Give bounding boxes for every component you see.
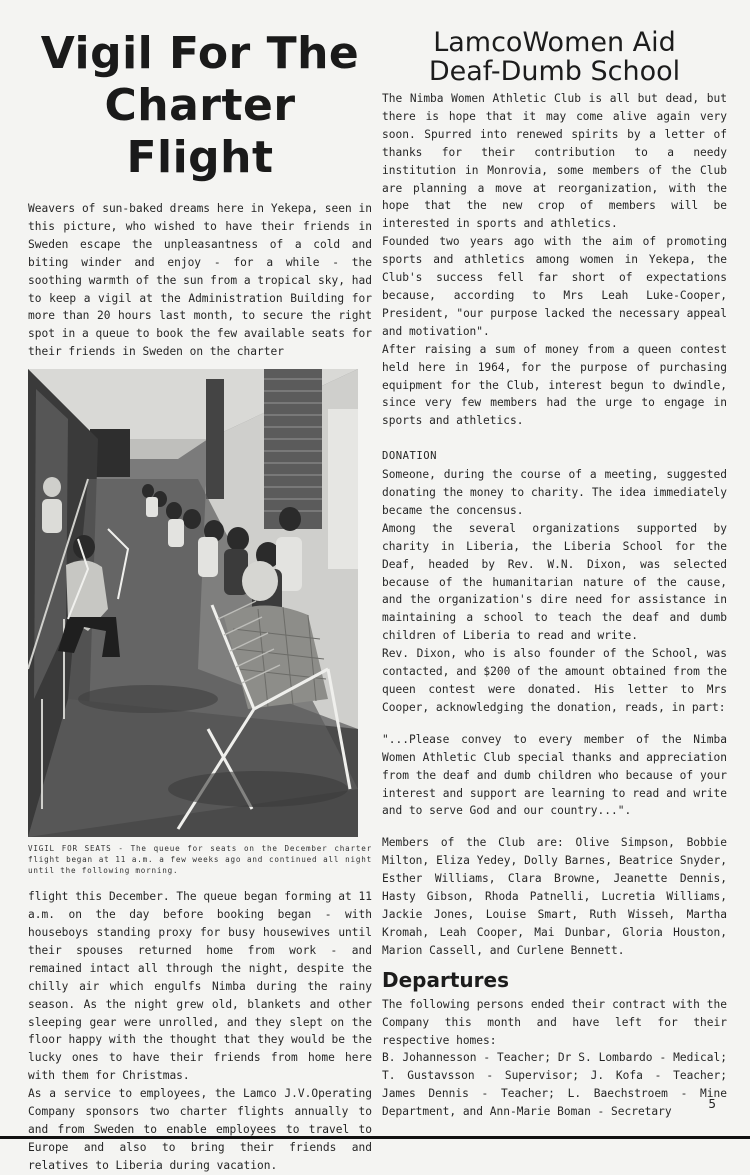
photo-caption: VIGIL FOR SEATS - The queue for seats on the December charter flight began at 11 a.m. a few weeks ago and continued all night until the following morning.: [28, 844, 372, 876]
departures-heading: Departures: [382, 967, 509, 992]
club-intro-paragraph: The Nimba Women Athletic Club is all but dead, but there is hope that it may come alive again very soon. Spurred into renewed spirits by a letter of thanks for their contribution to a needy institution in Monrovia, some members of the Club are planning a move at reorganization, with the hope that the new crop of members will be interested in sports and athletics.: [382, 92, 727, 231]
queue-photo: [28, 369, 358, 837]
lead-paragraph: Weavers of sun-baked dreams here in Yekepa, seen in this picture, who wished to have their friends in Sweden escape the unpleasantness of a cold and biting winder and enjoy - for a while - the soothing warmth of the sun from a tropical sky, had to keep a vigil at the Administration Building for more than 20 hours last month, to secure the right spot in a queue to book the few available seats for their friends in Sweden on the charter: [28, 202, 372, 359]
article-service-paragraph: As a service to employees, the Lamco J.V.Operating Company sponsors two charter flights annually to and from Sweden to enable employees to travel to Europe and also to bring their friends and relatives to Liberia during vacation.: [28, 1087, 372, 1172]
article-headline: [28, 28, 372, 184]
departures-intro-paragraph: The following persons ended their contract with the Company this month and have left for their respective homes:: [382, 997, 727, 1047]
title-line-2: Deaf-Dumb School: [428, 56, 681, 87]
queue-photo-illustration: [28, 369, 358, 837]
headline-line-2: Charter Flight: [104, 80, 296, 183]
donation-heading: DONATION: [382, 450, 438, 463]
dixon-letter-paragraph: Rev. Dixon, who is also founder of the School, was contacted, and $200 of the amount obtained from the queen contest were donated. His letter to Mrs Cooper, acknowledging the donation, reads, in part:: [382, 647, 727, 714]
page-number: 5: [708, 1097, 716, 1111]
departures-list-paragraph: B. Johannesson - Teacher; Dr S. Lombardo - Medical; T. Gustavsson - Supervisor; J. Kofa - Teacher; James Dennis - Teacher; L. Baechstroem - Mine Department, and Ann-Marie Boman - Secretary: [382, 1051, 727, 1119]
left-column: [28, 28, 372, 1175]
article-title-women-aid: [382, 28, 727, 86]
right-column: [382, 28, 727, 1121]
spacer: [382, 820, 727, 834]
club-founded-paragraph: Founded two years ago with the aim of promoting sports and athletics among women in Yekepa, the Club's success fell far short of expectations because, according to Mrs Leah Luke-Cooper, President, "our purpose lacked the necessary appeal and motivation".: [382, 235, 727, 338]
spacer: [382, 717, 727, 731]
article-continued-paragraph: flight this December. The queue began forming at 11 a.m. on the day before booking began - with houseboys standing proxy for busy housewives until their spouses returned home from work - and remained intact all through the night, despite the chilly air which engulfs Nimba during the rainy season. As the night grew old, blankets and other sleeping gear were unrolled, and they slept on the floor happy with the thought that they would be the lucky ones to have their friends from home here with them for Christmas.: [28, 890, 372, 1083]
club-members-paragraph: Members of the Club are: Olive Simpson, Bobbie Milton, Eliza Yedey, Dolly Barnes, Beatrice Snyder, Esther Williams, Clara Browne, Jeanette Dennis, Hasty Gibson, Rhoda Patnelli, Lucretia Williams, Jackie Jones, Louise Smart, Ruth Wisseh, Martha Kromah, Leah Cooper, Mai Dunbar, Gloria Houston, Marion Cassell, and Curlene Bennett.: [382, 836, 727, 957]
letter-quote: "...Please convey to every member of the Nimba Women Athletic Club special thanks and appreciation from the deaf and dumb children who because of your interest and support are learning to read and write and to serve God and our country...".: [382, 732, 727, 818]
title-line-1: LamcoWomen Aid: [433, 27, 676, 58]
club-contest-paragraph: After raising a sum of money from a queen contest held here in 1964, for the purpose of purchasing equipment for the Club, interest begun to dwindle, since very few members had the urge to engage in sports and athletics.: [382, 342, 727, 428]
school-selection-paragraph: Among the several organizations supported by charity in Liberia, the Liberia School for the Deaf, headed by Rev. W.N. Dixon, was selected because of the humanitarian nature of the cause, and the organization's dire need for assistance in maintaining a school to teach the deaf and dumb children of Liberia to read and write.: [382, 521, 727, 643]
headline-line-1: Vigil For The: [40, 28, 360, 79]
donation-suggestion-paragraph: Someone, during the course of a meeting, suggested donating the money to charity. The idea immediately became the concensus.: [382, 468, 727, 517]
